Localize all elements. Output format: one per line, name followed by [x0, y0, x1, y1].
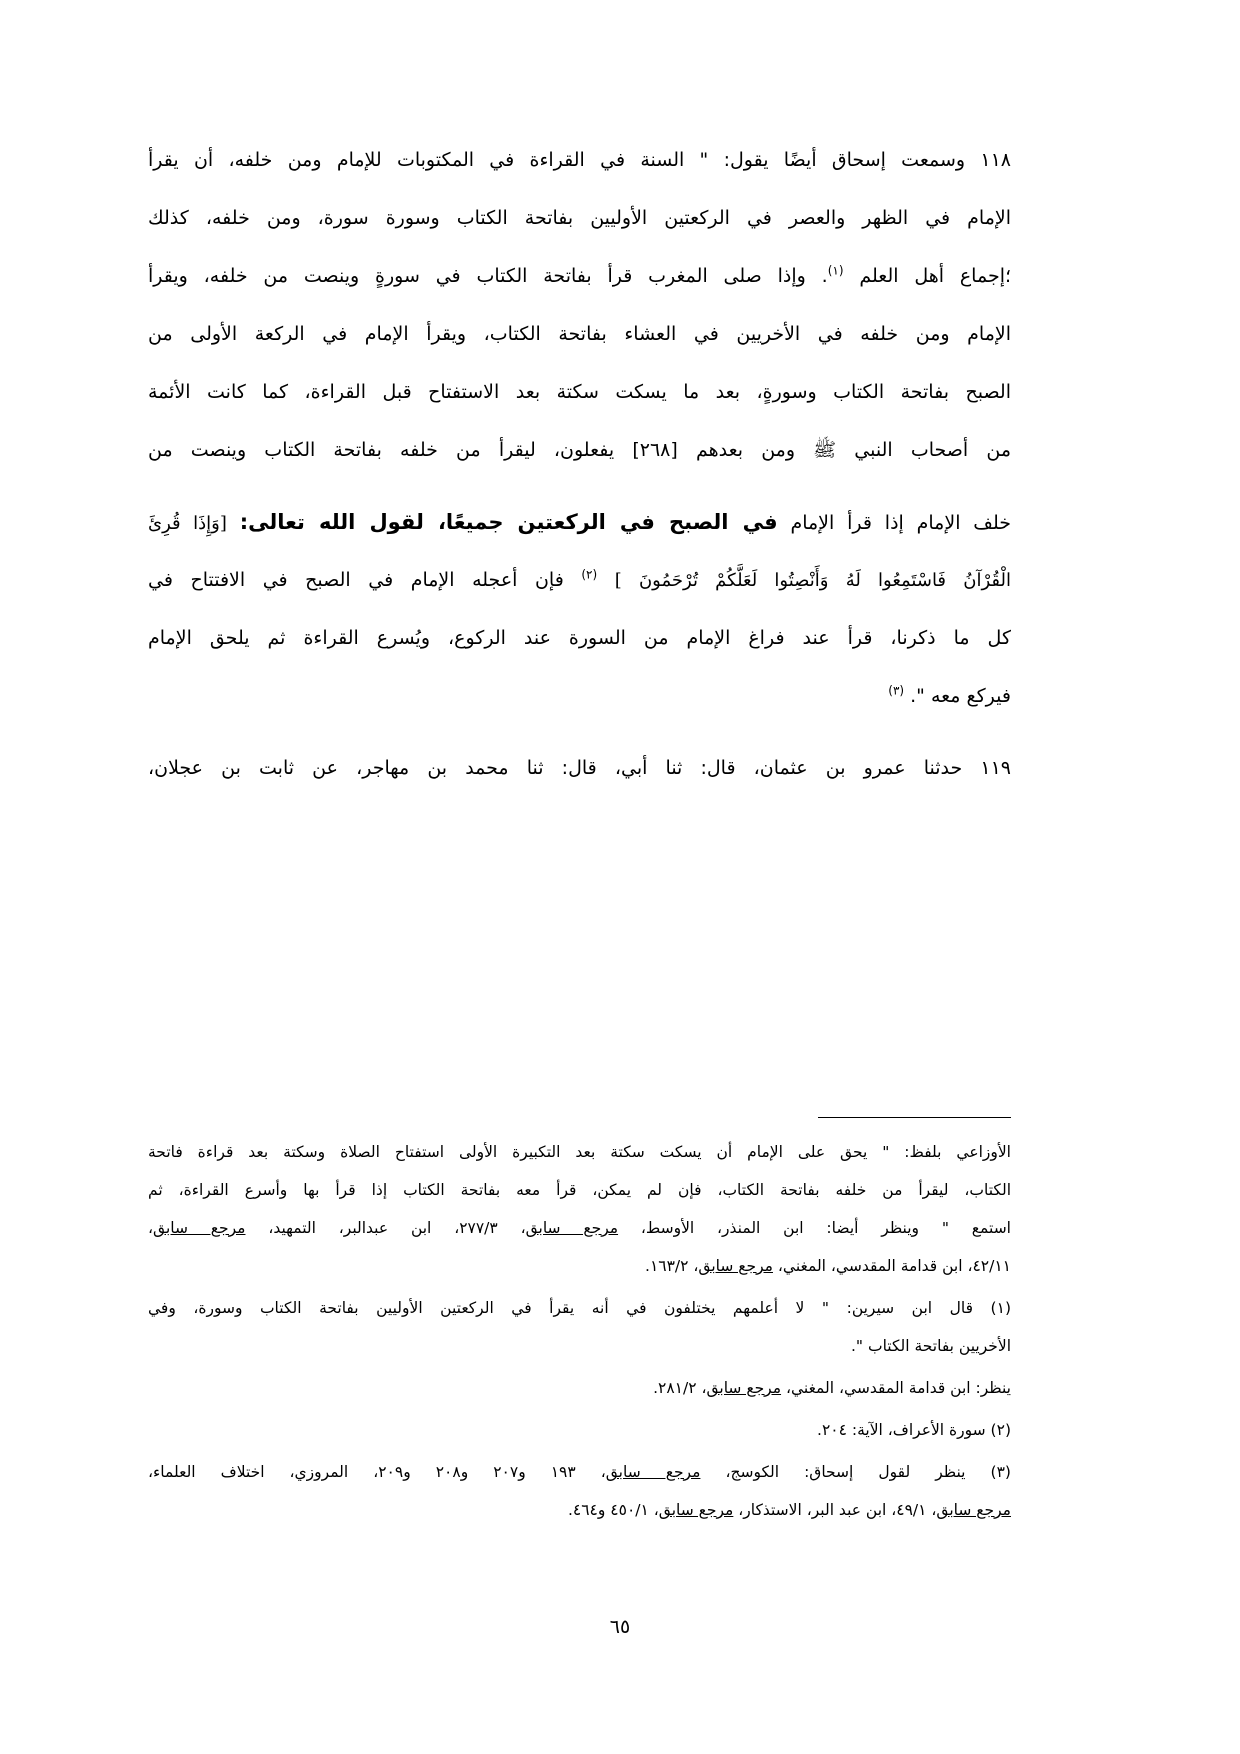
body-line-text: الصبح بفاتحة الكتاب وسورةٍ، بعد ما يسكت سكتة بعد الاستفتاح قبل القراءة، كما كانت الأئمة — [148, 381, 1011, 403]
footnote-ref-1[interactable]: (١) — [827, 263, 844, 278]
source-reference: مرجع سابق — [936, 1501, 1011, 1519]
quran-verse-text: الْقُرْآنُ فَاسْتَمِعُوا لَهُ وَأَنْصِتُوا لَعَلَّكُمْ تُرْحَمُونَ ] — [614, 570, 1011, 591]
footnote-ref-2[interactable]: (٢) — [581, 567, 598, 582]
footnote-text: (٢) سورة الأعراف، الآية: ٢٠٤. — [817, 1421, 1011, 1439]
footnote-text: الكتاب، ليقرأ من خلفه بفاتحة الكتاب، فإن لم يمكن، قرأ معه بفاتحة الكتاب إذا قرأ بها وأسرع القراءة، ثم — [148, 1181, 1011, 1199]
body-line-text: ؛إجماع أهل العلم — [859, 265, 1011, 287]
footnotes-section — [148, 1138, 1011, 1534]
footnote-line — [148, 1496, 1011, 1534]
source-reference: مرجع سابق — [706, 1379, 782, 1397]
footnote-line — [148, 1458, 1011, 1496]
emphasized-text: في الصبح في الركعتين جميعًا، لقول الله تعالى: — [239, 510, 778, 534]
body-line-text: خلف الإمام إذا قرأ الإمام — [790, 512, 1011, 534]
footnote-text: ينظر: ابن قدامة المقدسي، المغني، — [785, 1379, 1011, 1397]
body-line-text: ١١٩ حدثنا عمرو بن عثمان، قال: ثنا أبي، قال: ثنا محمد بن مهاجر، عن ثابت بن عجلان، — [148, 757, 1011, 779]
footnote-text: ، ٤٩/١، ابن عبد البر، الاستذكار، — [738, 1501, 937, 1519]
body-line-text: من أصحاب النبي ﷺ ومن بعدهم [٢٦٨] يفعلون، ليقرأ من خلفه بفاتحة الكتاب وينصت من — [148, 439, 1011, 461]
footnote-text: ، ٢٧٧/٣، ابن عبدالبر، التمهيد، — [268, 1219, 526, 1237]
footnote-line — [148, 1176, 1011, 1214]
footnote-line — [148, 1374, 1011, 1412]
body-line-text: الإمام ومن خلفه في الأخريين في العشاء بفاتحة الكتاب، ويقرأ الإمام في الركعة الأولى من — [148, 323, 1011, 345]
footnote-line — [148, 1252, 1011, 1290]
footnote-text: استمع " وينظر أيضا: ابن المنذر، الأوسط، — [640, 1219, 1011, 1237]
body-line-text: . وإذا صلى المغرب قرأ بفاتحة الكتاب في سورةٍ وينصت من خلفه، ويقرأ — [148, 265, 828, 287]
body-line-text: الإمام في الظهر والعصر في الركعتين الأوليين بفاتحة الكتاب وسورة سورة، ومن خلفه، كذلك — [148, 207, 1011, 229]
source-reference: مرجع سابق — [698, 1257, 773, 1275]
body-line — [148, 256, 1011, 314]
footnote-line — [148, 1214, 1011, 1252]
main-body-text — [148, 140, 1011, 806]
footnote-text: ، — [148, 1219, 154, 1237]
page-number: ٦٥ — [609, 1616, 631, 1638]
footnote-text: الأوزاعي بلفظ: " يحق على الإمام أن يسكت سكتة بعد التكبيرة الأولى استفتاح الصلاة وسكتة بعد قراءة فاتحة — [148, 1143, 1011, 1161]
quran-verse-text: [وَإِذَا قُرِئَ — [148, 513, 227, 534]
footnote-text: الأخريين بفاتحة الكتاب ". — [851, 1337, 1011, 1355]
body-line — [148, 618, 1011, 676]
body-line — [148, 314, 1011, 372]
body-line — [148, 430, 1011, 488]
footnote-text: (١) قال ابن سيرين: " لا أعلمهم يختلفون في أنه يقرأ في الركعتين الأوليين بفاتحة الكتاب وسورة، وفي — [148, 1299, 1011, 1317]
body-line — [148, 372, 1011, 430]
footnote-text: ، ٤٥٠/١ و٤٦٤. — [567, 1501, 659, 1519]
body-line — [148, 676, 1011, 734]
footnote-line — [148, 1416, 1011, 1454]
footnote-line — [148, 1294, 1011, 1332]
footnote-text: (٣) ينظر لقول إسحاق: الكوسج، — [725, 1463, 1011, 1481]
body-line — [148, 140, 1011, 198]
footnote-text: ، ٢٨١/٢. — [653, 1379, 707, 1397]
body-line — [148, 502, 1011, 560]
source-reference: مرجع سابق — [605, 1463, 701, 1481]
body-line-text: فإن أعجله الإمام في الصبح في الافتتاح في — [148, 569, 564, 591]
footnote-text: ، ١٩٣ و٢٠٧ و٢٠٨ و٢٠٩، المروزي، اختلاف العلماء، — [148, 1463, 606, 1481]
body-line — [148, 198, 1011, 256]
footnote-text: ، ١٦٣/٢. — [645, 1257, 699, 1275]
footnote-separator — [818, 1117, 1011, 1118]
body-line-text: فيركع معه ". — [910, 685, 1011, 707]
body-line — [148, 560, 1011, 618]
footnote-ref-3[interactable]: (٣) — [888, 683, 905, 698]
source-reference: مرجع سابق — [658, 1501, 734, 1519]
body-line-text: ١١٨ وسمعت إسحاق أيضًا يقول: " السنة في القراءة في المكتوبات للإمام ومن خلفه، أن يقرأ — [148, 149, 1011, 171]
footnote-line — [148, 1332, 1011, 1370]
body-line-text: كل ما ذكرنا، قرأ عند فراغ الإمام من السورة عند الركوع، ويُسرع القراءة ثم يلحق الإمام — [148, 627, 1011, 649]
footnote-text: ٤٢/١١، ابن قدامة المقدسي، المغني، — [777, 1257, 1011, 1275]
source-reference: مرجع سابق — [153, 1219, 246, 1237]
body-line — [148, 748, 1011, 806]
footnote-line — [148, 1138, 1011, 1176]
source-reference: مرجع سابق — [525, 1219, 619, 1237]
